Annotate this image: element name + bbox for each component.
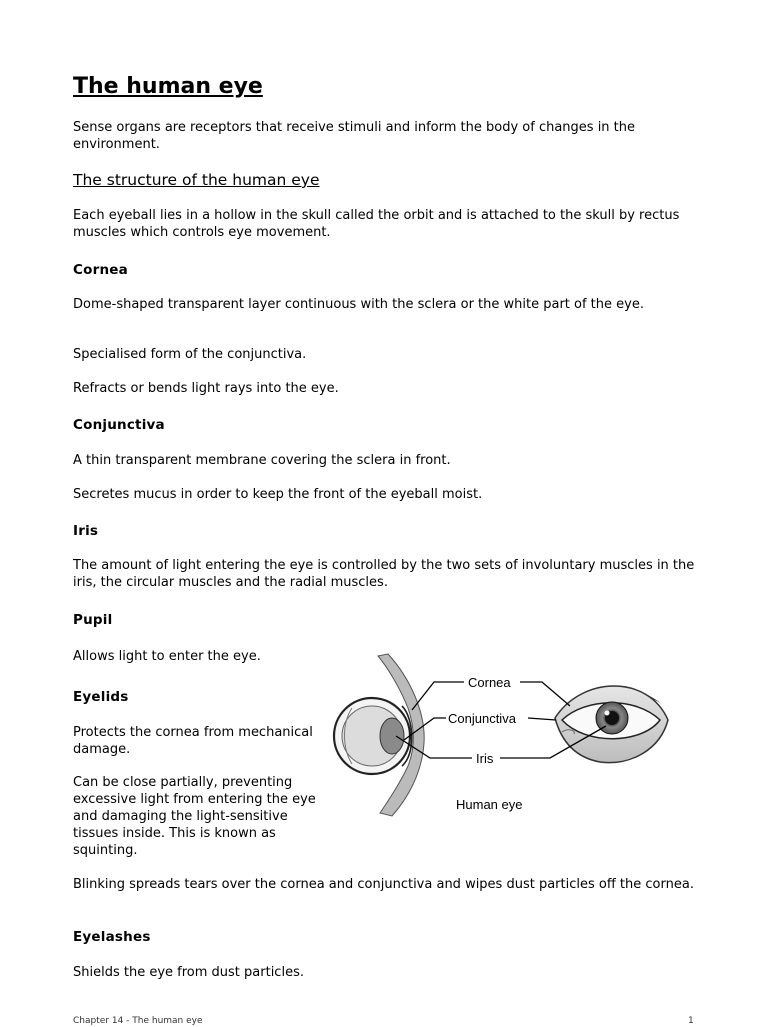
conjunctiva-paragraph-2: Secretes mucus in order to keep the front of the eyeball moist. — [73, 487, 483, 502]
footer-page-number: 1 — [688, 1016, 694, 1026]
iris-heading: Iris — [73, 523, 99, 539]
page-title: The human eye — [73, 74, 263, 99]
eyelids-paragraph-1: Protects the cornea from mechanical damage. — [73, 725, 313, 757]
cornea-heading: Cornea — [73, 262, 128, 278]
structure-paragraph: Each eyeball lies in a hollow in the skull called the orbit and is attached to the skull by rectus muscles which controls eye movement. — [73, 208, 680, 240]
conjunctiva-leader-line-right — [528, 718, 556, 720]
pupil-heading: Pupil — [73, 612, 113, 628]
eyelashes-heading: Eyelashes — [73, 929, 151, 945]
iris-paragraph: The amount of light entering the eye is controlled by the two sets of involuntary muscles in the iris, the circular muscles and the radial muscles. — [73, 558, 695, 590]
conjunctiva-paragraph-1: A thin transparent membrane covering the sclera in front. — [73, 453, 451, 468]
conjunctiva-heading: Conjunctiva — [73, 417, 165, 433]
cornea-paragraph-1: Dome-shaped transparent layer continuous with the sclera or the white part of the eye. — [73, 297, 644, 312]
label-iris: Iris — [476, 751, 494, 766]
human-eye-figure — [330, 648, 700, 818]
footer-chapter: Chapter 14 - The human eye — [73, 1016, 203, 1026]
label-conjunctiva: Conjunctiva — [448, 711, 516, 726]
cornea-paragraph-2: Specialised form of the conjunctiva. — [73, 347, 307, 362]
eyelids-heading: Eyelids — [73, 689, 129, 705]
cornea-paragraph-3: Refracts or bends light rays into the eye. — [73, 381, 339, 396]
eyelashes-paragraph: Shields the eye from dust particles. — [73, 965, 304, 980]
eye-front-view-image — [555, 686, 668, 763]
pupil-paragraph: Allows light to enter the eye. — [73, 649, 261, 664]
eyelids-paragraph-2: Can be close partially, preventing excessive light from entering the eye and damaging the light-sensitive tissues inside. This is known as squinting. — [73, 775, 316, 858]
cornea-leader-line-right — [520, 682, 570, 706]
section-subheading: The structure of the human eye — [73, 171, 320, 189]
figure-caption: Human eye — [456, 797, 523, 812]
label-cornea: Cornea — [468, 675, 511, 690]
eyelids-paragraph-3: Blinking spreads tears over the cornea and conjunctiva and wipes dust particles off the cornea. — [73, 877, 694, 892]
cornea-leader-line — [412, 682, 464, 710]
intro-paragraph: Sense organs are receptors that receive stimuli and inform the body of changes in the environment. — [73, 120, 636, 152]
